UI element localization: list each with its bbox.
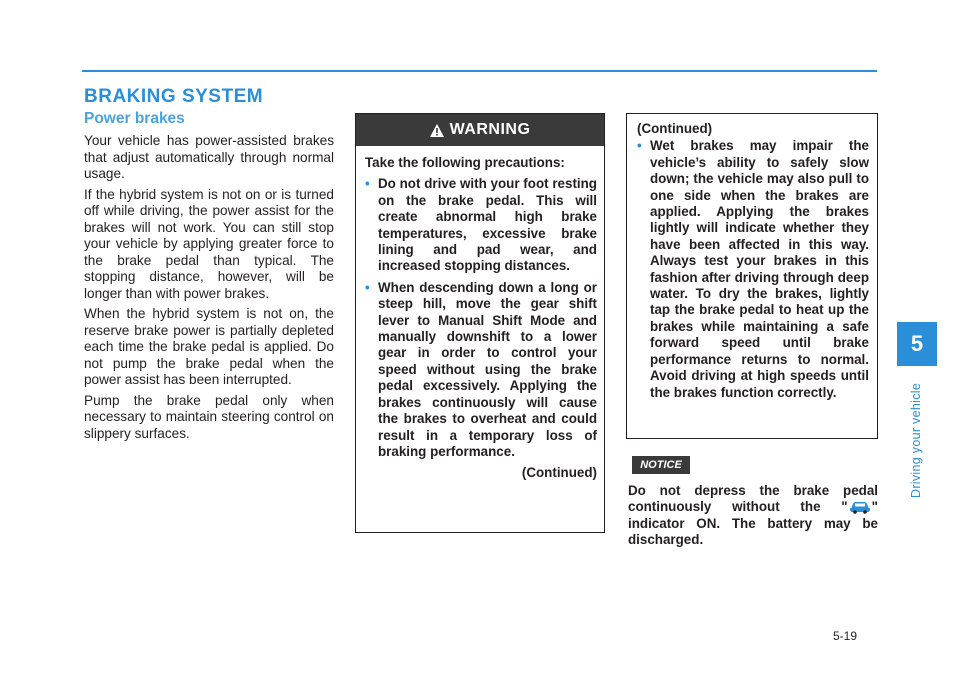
page-number: 5-19 <box>833 629 858 643</box>
warning-body <box>356 146 604 482</box>
body-text-column <box>84 133 334 446</box>
continued-list <box>637 138 869 401</box>
list-item: • When descending down a long or steep hill, move the gear shift lever to Manual Shift Mode and manually downshift to a lower gear in order to control your speed without using the brake pedal excessively. Applying the brakes continuously will cause the brakes to overheat and could result in a temporary loss of braking performance. <box>365 279 597 459</box>
paragraph: Your vehicle has power-assisted brakes that adjust automatically through normal usage. <box>84 133 334 181</box>
warning-continued-box <box>626 113 878 439</box>
warning-label: WARNING <box>449 121 531 138</box>
chapter-tab: 5 <box>897 322 937 366</box>
paragraph: When the hybrid system is not on, the reserve brake power is partially depleted each time the brake pedal is applied. Do not pump the brake pedal when the power assist has been interrupted. <box>84 306 334 387</box>
bullet-icon: • <box>637 138 642 154</box>
chapter-label: Driving your vehicle <box>909 382 923 498</box>
warning-box <box>355 113 605 533</box>
warning-list <box>365 176 597 460</box>
continued-label: (Continued) <box>521 465 597 481</box>
warning-intro: Take the following precautions: <box>365 155 565 170</box>
list-item: • Do not drive with your foot resting on the brake pedal. This will create abnormal high brake temperatures, excessive brake lining and pad wear, and increased stopping distances. <box>365 176 597 274</box>
section-title: BRAKING SYSTEM <box>84 86 264 107</box>
header-rule <box>82 70 877 72</box>
bullet-icon: • <box>365 176 370 192</box>
notice-text: Do not depress the brake pedal continuously without the " " indicator ON. The battery may be discharged. <box>628 483 878 548</box>
warning-triangle-icon <box>430 124 444 137</box>
notice-badge: NOTICE <box>632 456 690 474</box>
subsection-title: Power brakes <box>84 110 185 127</box>
paragraph: Pump the brake pedal only when necessary to maintain steering control on slippery surfaces. <box>84 392 334 441</box>
list-item: • Wet brakes may impair the vehicle’s ability to safely slow down; the vehicle may also pull to one side when the brakes are applied. Applying the brakes lightly will indicate whether they have been affected in this way. Always test your brakes in this fashion after driving through deep water. To dry the brakes, lightly tap the brake pedal to heat up the brakes while maintaining a safe forward speed until brake performance returns to normal. Avoid driving at high speeds until the brakes function correctly. <box>637 138 869 400</box>
warning-header <box>356 114 604 146</box>
ready-car-icon <box>848 500 872 514</box>
continued-heading: (Continued) <box>637 121 713 136</box>
paragraph: If the hybrid system is not on or is turned off while driving, the power assist for the brakes will not work. You can still stop your vehicle by applying greater force to the brake pedal than typical. The stopping distance, however, will be longer than with power brakes. <box>84 186 334 301</box>
bullet-icon: • <box>365 279 370 295</box>
